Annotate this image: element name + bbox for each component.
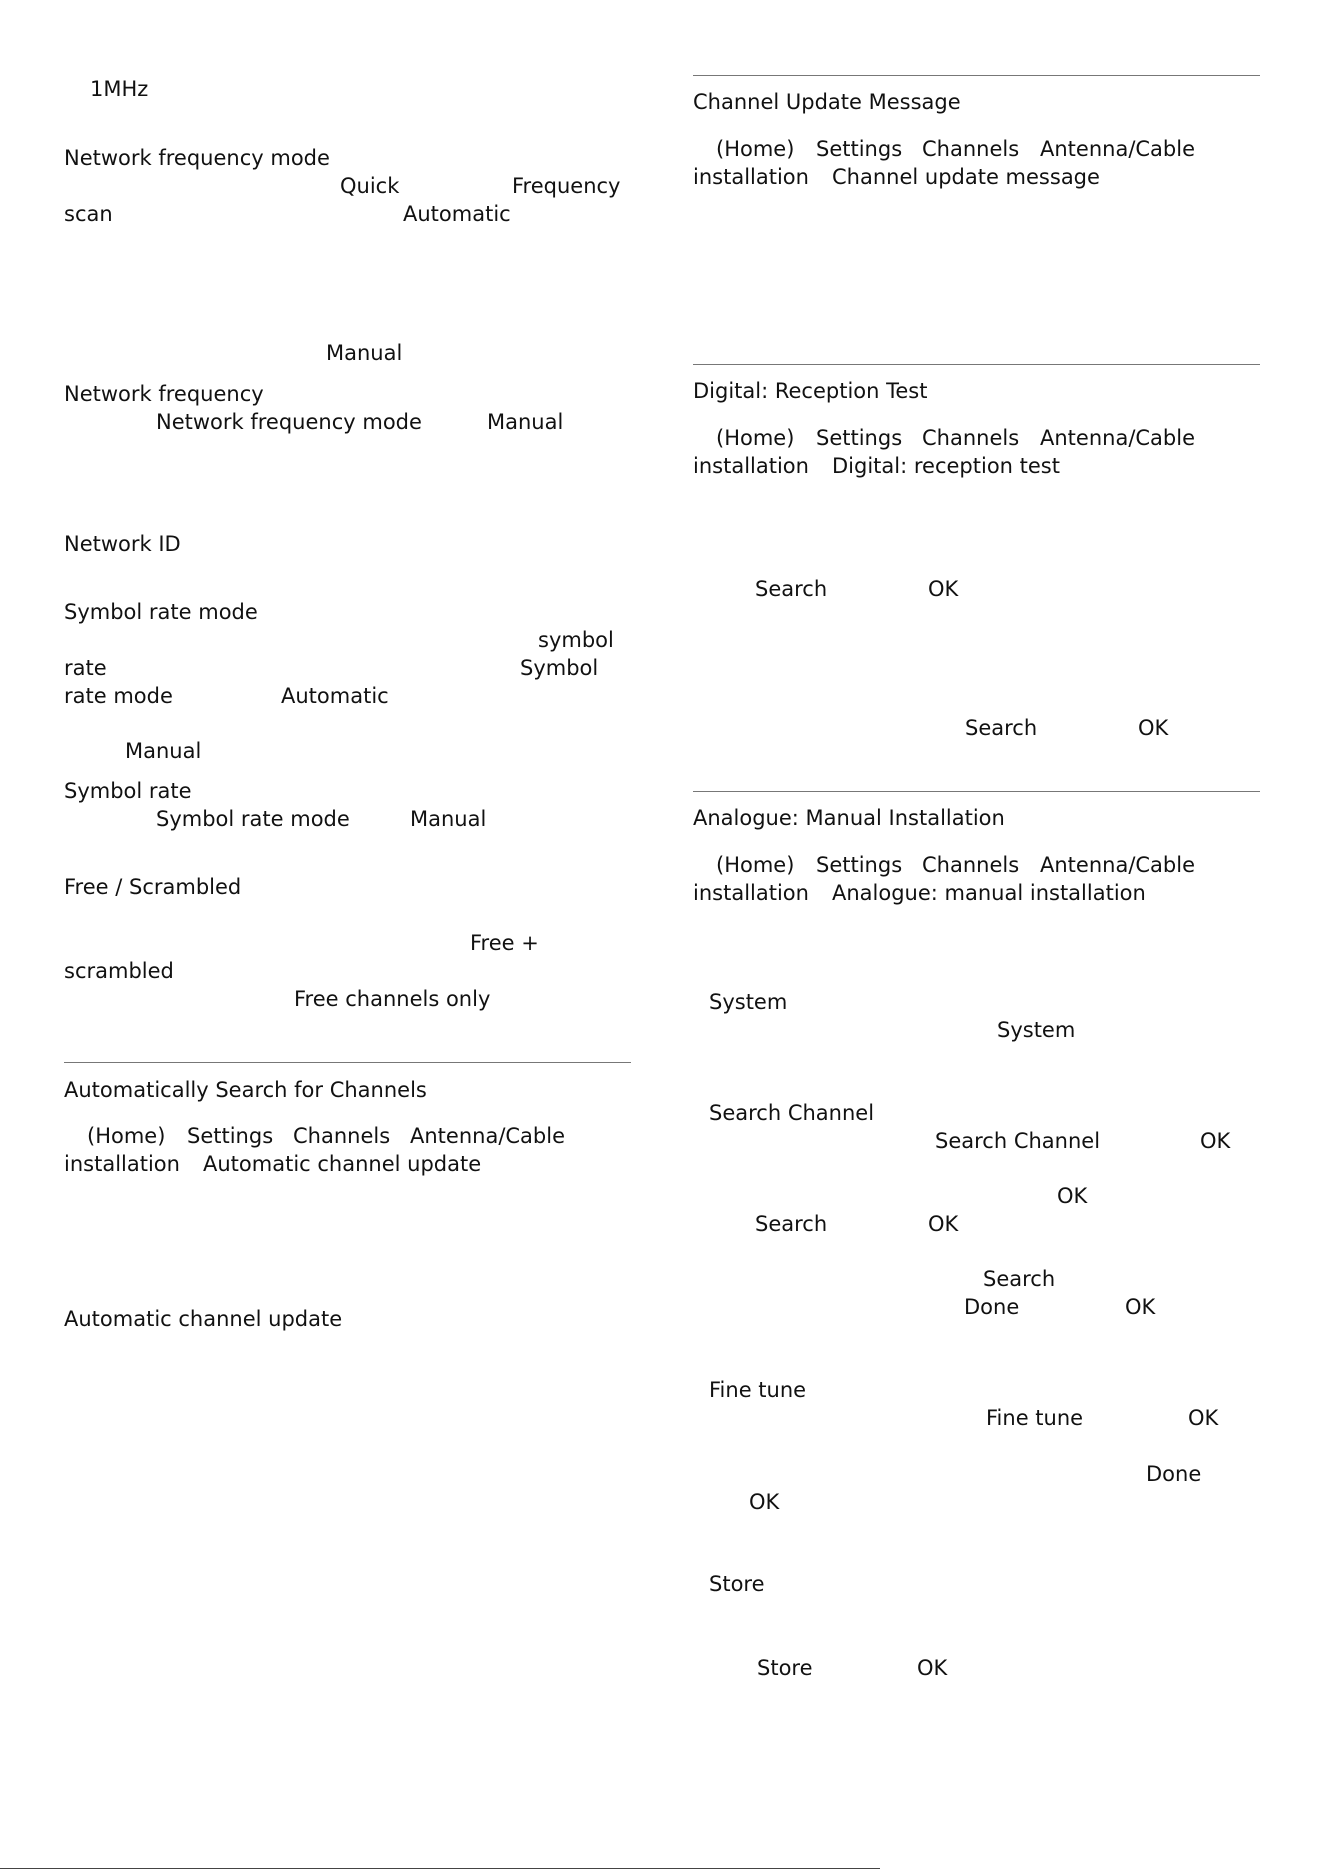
unit-1mhz: 1MHz xyxy=(90,77,149,101)
fine-tune-heading: Fine tune xyxy=(709,1378,807,1402)
section-divider xyxy=(693,364,1260,365)
option-free-plus: Free + xyxy=(470,931,539,955)
ref-ok-2: OK xyxy=(1138,716,1169,740)
word-rate: rate xyxy=(64,656,107,680)
section-divider xyxy=(64,1062,631,1063)
path-channels: Channels xyxy=(293,1124,391,1148)
section-divider xyxy=(693,791,1260,792)
ref-ok-b: OK xyxy=(1057,1184,1088,1208)
ref-fine-tune: Fine tune xyxy=(986,1406,1084,1430)
path-antenna-cable: Antenna/Cable xyxy=(1040,137,1196,161)
ref-ok: OK xyxy=(928,577,959,601)
ref-manual: Manual xyxy=(487,410,564,434)
path-installation: installation xyxy=(693,881,809,905)
path-channels: Channels xyxy=(922,137,1020,161)
word-symbol: symbol xyxy=(538,628,614,652)
path-home: (Home) xyxy=(716,426,795,450)
symbol-rate-heading: Symbol rate xyxy=(64,779,192,803)
auto-search-heading: Automatically Search for Channels xyxy=(64,1078,427,1102)
path-settings: Settings xyxy=(187,1124,274,1148)
ref-search-b: Search xyxy=(983,1267,1056,1291)
symbol-rate-mode-heading: Symbol rate mode xyxy=(64,600,258,624)
ref-ok-e: OK xyxy=(1188,1406,1219,1430)
path-installation: installation xyxy=(693,165,809,189)
network-frequency-heading: Network frequency xyxy=(64,382,264,406)
free-scrambled-heading: Free / Scrambled xyxy=(64,875,242,899)
option-automatic: Automatic xyxy=(403,202,511,226)
page-bottom-rule xyxy=(0,1868,880,1869)
path-settings: Settings xyxy=(816,853,903,877)
path-home: (Home) xyxy=(716,137,795,161)
option-quick: Quick xyxy=(340,174,400,198)
path-antenna-cable: Antenna/Cable xyxy=(1040,853,1196,877)
path-installation: installation xyxy=(64,1152,180,1176)
ref-ok-g: OK xyxy=(917,1656,948,1680)
ref-done-b: Done xyxy=(1146,1462,1202,1486)
path-channel-update-message: Channel update message xyxy=(832,165,1100,189)
option-scrambled: scrambled xyxy=(64,959,174,983)
ref-ok-f: OK xyxy=(749,1490,780,1514)
network-frequency-mode-heading: Network frequency mode xyxy=(64,146,330,170)
ref-store: Store xyxy=(757,1656,813,1680)
option-frequency: Frequency xyxy=(512,174,621,198)
network-id-heading: Network ID xyxy=(64,532,181,556)
path-home: (Home) xyxy=(87,1124,166,1148)
search-channel-heading: Search Channel xyxy=(709,1101,875,1125)
path-analogue-manual-installation: Analogue: manual installation xyxy=(832,881,1146,905)
ref-network-frequency-mode: Network frequency mode xyxy=(156,410,422,434)
option-manual-symbol: Manual xyxy=(125,739,202,763)
option-free-channels-only: Free channels only xyxy=(294,987,491,1011)
path-installation: installation xyxy=(693,454,809,478)
section-divider xyxy=(693,75,1260,76)
channel-update-heading: Channel Update Message xyxy=(693,90,961,114)
ref-ok-d: OK xyxy=(1125,1295,1156,1319)
ref-symbol-rate-mode: Symbol rate mode xyxy=(156,807,350,831)
path-settings: Settings xyxy=(816,426,903,450)
ref-search: Search xyxy=(755,577,828,601)
path-antenna-cable: Antenna/Cable xyxy=(1040,426,1196,450)
reception-test-heading: Digital: Reception Test xyxy=(693,379,928,403)
path-digital-reception-test: Digital: reception test xyxy=(832,454,1060,478)
ref-search-2: Search xyxy=(965,716,1038,740)
path-channels: Channels xyxy=(922,853,1020,877)
option-manual: Manual xyxy=(326,341,403,365)
store-heading: Store xyxy=(709,1572,765,1596)
analogue-manual-heading: Analogue: Manual Installation xyxy=(693,806,1005,830)
ref-system: System xyxy=(997,1018,1076,1042)
option-automatic-symbol: Automatic xyxy=(281,684,389,708)
path-settings: Settings xyxy=(816,137,903,161)
option-scan: scan xyxy=(64,202,113,226)
ref-ok-c: OK xyxy=(928,1212,959,1236)
system-heading: System xyxy=(709,990,788,1014)
ref-ok-a: OK xyxy=(1200,1129,1231,1153)
option-automatic-channel-update: Automatic channel update xyxy=(64,1307,343,1331)
word-rate-mode: rate mode xyxy=(64,684,173,708)
ref-search-channel: Search Channel xyxy=(935,1129,1101,1153)
path-channels: Channels xyxy=(922,426,1020,450)
ref-manual-symbol: Manual xyxy=(410,807,487,831)
ref-done-a: Done xyxy=(964,1295,1020,1319)
word-symbol-2: Symbol xyxy=(520,656,599,680)
path-home: (Home) xyxy=(716,853,795,877)
ref-search-a: Search xyxy=(755,1212,828,1236)
path-antenna-cable: Antenna/Cable xyxy=(410,1124,566,1148)
path-automatic-channel-update: Automatic channel update xyxy=(203,1152,482,1176)
